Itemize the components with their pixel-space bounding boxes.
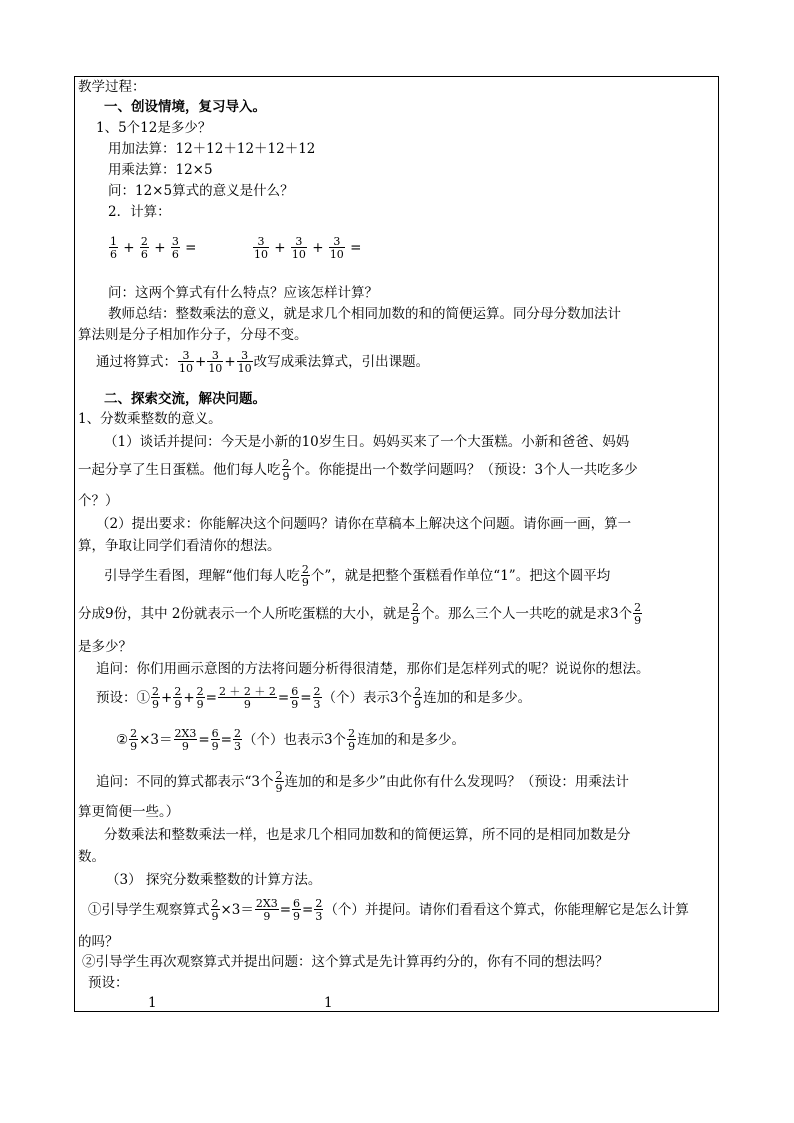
section-1-title: 一、创设情境，复习导入。 — [104, 99, 266, 115]
guide-line-3: 是多少？ — [78, 639, 132, 655]
subsection-1: 1、分数乘整数的意义。 — [78, 411, 222, 427]
section-2-title: 二、探索交流，解决问题。 — [104, 391, 266, 407]
section-header: 教学过程： — [78, 79, 146, 95]
paragraph-2-line-2: 算，争取让同学们看清你的想法。 — [78, 538, 281, 554]
teacher-summary-line-1: 教师总结：整数乘法的意义，就是求几个相同加数的和的简便运算。同分母分数加法计 — [108, 306, 621, 322]
question-1: 1、5个12是多少？ — [96, 120, 212, 136]
addition-line: 用加法算：12＋12＋12＋12＋12 — [108, 141, 316, 157]
meaning-question: 问：12×5算式的意义是什么？ — [108, 183, 294, 199]
question-2: 2．计算： — [108, 204, 171, 220]
conclusion-line-1: 分数乘法和整数乘法一样，也是求几个相同加数和的简便运算，所不同的是相同加数是分 — [104, 827, 631, 843]
observe-2: ②引导学生再次观察算式并提出问题：这个算式是先计算再约分的，你有不同的想法吗？ — [82, 954, 609, 970]
rewrite-line: 通过将算式： $\frac{3}{10}$ + $\frac{3}{10}$ + $\frac{3}{10}$ 改写成乘法算式，引出课题。 — [96, 349, 430, 375]
followup-2-line-1: 追问：不同的算式都表示“3个 $\frac{2}{9}$ 连加的和是多少”由此你有什么发现吗？（预设：用乘法计 — [96, 769, 629, 795]
preset-2-label: 预设： — [88, 975, 129, 991]
teacher-summary-line-2: 算法则是分子相加作分子，分母不变。 — [78, 327, 308, 343]
paragraph-3-title: （3） 探究分数乘整数的计算方法。 — [106, 872, 322, 888]
expression-sixths: $\frac{1}{6}$ + $\frac{2}{6}$ + $\frac{3}{6}$ = — [110, 235, 197, 261]
numerator-one-left: 1 — [148, 995, 157, 1011]
followup-2-line-2: 算更简便一些。） — [78, 804, 180, 820]
multiplication-line: 用乘法算：12×5 — [108, 162, 213, 178]
paragraph-1-line-3: 个？） — [78, 493, 119, 509]
features-question: 问：这两个算式有什么特点？应该怎样计算？ — [108, 285, 378, 301]
followup-question: 追问：你们用画示意图的方法将问题分析得很清楚，那你们是怎样列式的呢？说说你的想法。 — [96, 661, 650, 677]
conclusion-line-2: 数。 — [78, 849, 105, 865]
paragraph-1-line-1: （1）谈话并提问：今天是小新的10岁生日。妈妈买来了一个大蛋糕。小新和爸爸、妈妈 — [104, 434, 630, 450]
paragraph-2-line-1: （2）提出要求：你能解决这个问题吗？请你在草稿本上解决这个问题。请你画一画，算一 — [96, 516, 632, 532]
guide-line-1: 引导学生看图，理解“他们每人吃 $\frac{2}{9}$ 个”，就是把整个蛋糕看作单位“1”。把这个圆平均 — [104, 563, 611, 589]
numerator-one-right: 1 — [324, 995, 333, 1011]
observe-line-1: ①引导学生观察算式 $\frac{2}{9}$ ×3＝ $\frac{2X3}{9}$ = $\frac{6}{9}$ = $\frac{2}{3}$ （个）并提问。请你们看看这个算式，你能理解它是怎么计算 — [88, 897, 689, 923]
paragraph-1-line-2: 一起分享了生日蛋糕。他们每人吃 $\frac{2}{9}$ 个。你能提出一个数学问题吗？（预设：3个人一共吃多少 — [78, 457, 638, 483]
preset-equation-1: 预设：① $\frac{2}{9}$ + $\frac{2}{9}$ + $\frac{2}{9}$ = $\frac{2 + 2 + 2}{9}$ = $\frac{6}{9}$ = $\frac{2}{3}$ （个）表示3个 $\frac{2}{9}$ 连加的和是多少。 — [96, 685, 532, 711]
observe-line-2: 的吗？ — [78, 934, 119, 950]
guide-line-2: 分成9份，其中 2份就表示一个人所吃蛋糕的大小，就是 $\frac{2}{9}$ 个。那么三个人一共吃的就是求3个 $\frac{2}{9}$ — [78, 601, 642, 627]
preset-equation-2: ② $\frac{2}{9}$ ×3＝ $\frac{2X3}{9}$ = $\frac{6}{9}$ = $\frac{2}{3}$ （个）也表示3个 $\frac{2}{9}$ 连加的和是多少。 — [116, 727, 466, 753]
expression-tenths: $\frac{3}{10}$ + $\frac{3}{10}$ + $\frac{3}{10}$ = — [254, 235, 362, 261]
